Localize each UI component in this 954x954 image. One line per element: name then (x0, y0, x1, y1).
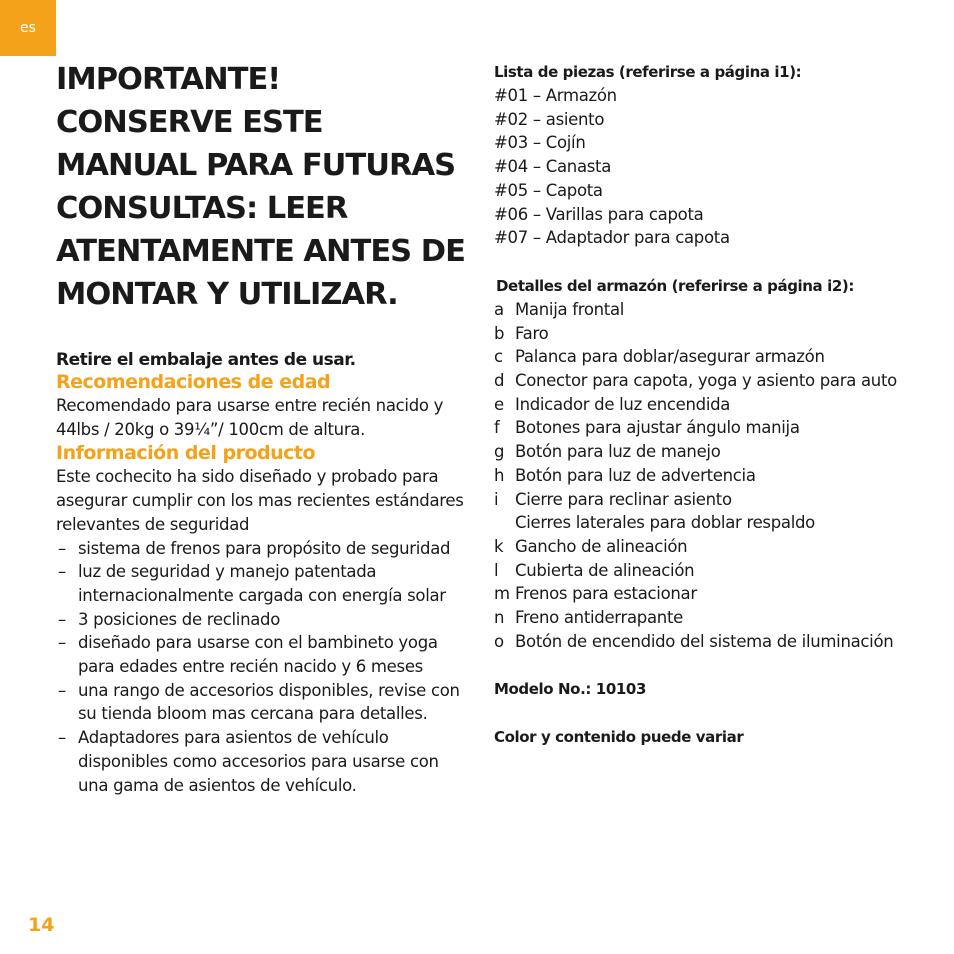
part-item: #04 – Canasta (494, 157, 612, 177)
frame-item-text: Botón de encendido del sistema de iluminación (515, 631, 894, 651)
frame-item (494, 440, 914, 464)
right-column (494, 60, 914, 749)
frame-item (494, 464, 914, 488)
frame-item (494, 393, 914, 417)
frame-item-text: Manija frontal (515, 299, 625, 319)
frame-item-letter: i (494, 489, 499, 509)
part-item: #05 – Capota (494, 180, 603, 200)
frame-item-letter: c (494, 347, 503, 367)
frame-item-letter: m (494, 584, 510, 604)
frame-item-text: Botón para luz de manejo (515, 442, 721, 462)
frame-item (494, 488, 914, 512)
frame-item-text: Faro (515, 323, 549, 343)
part-item: #03 – Cojín (494, 133, 586, 153)
frame-item-letter (494, 511, 515, 535)
frame-item-text: Gancho de alineación (515, 536, 688, 556)
frame-item (494, 416, 914, 440)
frame-item-letter: b (494, 323, 505, 343)
frame-item (494, 298, 914, 322)
frame-item-letter: k (494, 536, 504, 556)
model-number: Modelo No.: 10103 (494, 680, 646, 699)
frame-item-text: Cubierta de alineación (515, 560, 695, 580)
frame-item-text: Frenos para estacionar (515, 584, 697, 604)
frame-item (494, 559, 914, 583)
frame-item-text: Indicador de luz encendida (515, 394, 731, 414)
frame-item (494, 511, 914, 535)
frame-details-list (494, 298, 914, 654)
frame-item-text: Freno antiderrapante (515, 608, 683, 628)
age-heading: Recomendaciones de edad (56, 371, 331, 393)
age-text: Recomendado para usarse entre recién nacido y 44lbs / 20kg o 39¼”/ 100cm de altura. (56, 396, 444, 439)
frame-item (494, 369, 914, 393)
frame-item (494, 606, 914, 630)
frame-item-letter: o (494, 631, 504, 651)
frame-item-text: Conector para capota, yoga y asiento para auto (515, 371, 897, 391)
part-item: #07 – Adaptador para capota (494, 228, 730, 248)
language-tab: es (0, 0, 56, 56)
feature-item: – una rango de accesorios disponibles, revise con su tienda bloom mas cercana para detalles. (56, 679, 466, 726)
page-number: 14 (28, 914, 55, 936)
feature-item: – diseñado para usarse con el bambineto yoga para edades entre recién nacido y 6 meses (56, 631, 466, 678)
frame-item (494, 322, 914, 346)
product-features-list (56, 537, 466, 798)
color-note: Color y contenido puede variar (494, 728, 744, 747)
parts-list (494, 84, 914, 250)
feature-item: – sistema de frenos para propósito de seguridad (56, 537, 466, 561)
frame-item-letter: h (494, 465, 505, 485)
left-column (56, 58, 466, 797)
frame-item-letter: e (494, 394, 504, 414)
frame-item-letter: g (494, 442, 505, 462)
part-item: #01 – Armazón (494, 86, 617, 105)
part-item: #06 – Varillas para capota (494, 204, 704, 224)
frame-item-letter: f (494, 418, 500, 438)
page-title: IMPORTANTE! CONSERVE ESTE MANUAL PARA FUTURAS CONSULTAS: LEER ATENTAMENTE ANTES DE MONTAR Y UTILIZAR. (56, 62, 465, 312)
frame-item (494, 630, 914, 654)
frame-item-letter: a (494, 299, 504, 319)
frame-details-heading: Detalles del armazón (referirse a página i2): (496, 276, 854, 295)
feature-item: – 3 posiciones de reclinado (56, 608, 466, 632)
frame-item-text: Botones para ajustar ángulo manija (515, 418, 800, 438)
feature-item: – luz de seguridad y manejo patentada internacionalmente cargada con energía solar (56, 560, 466, 607)
frame-item-letter: l (494, 560, 499, 580)
remove-packaging-note: Retire el embalaje antes de usar. (56, 350, 356, 370)
frame-item-letter: n (494, 608, 505, 628)
feature-item: – Adaptadores para asientos de vehículo disponibles como accesorios para usarse con una gama de asientos de vehículo. (56, 726, 466, 797)
frame-item-text: Botón para luz de advertencia (515, 465, 756, 485)
frame-item-text: Cierres laterales para doblar respaldo (515, 513, 815, 533)
frame-item-letter: d (494, 371, 505, 391)
frame-item-text: Palanca para doblar/asegurar armazón (515, 347, 825, 367)
product-info-heading: Información del producto (56, 442, 316, 465)
parts-list-heading: Lista de piezas (referirse a página i1): (494, 63, 802, 81)
frame-item (494, 582, 914, 606)
frame-item (494, 535, 914, 559)
frame-item-text: Cierre para reclinar asiento (515, 489, 732, 509)
frame-item (494, 345, 914, 369)
product-info-intro: Este cochecito ha sido diseñado y probado para asegurar cumplir con los mas recientes estándares relevantes de seguridad (56, 467, 464, 534)
part-item: #02 – asiento (494, 109, 605, 129)
